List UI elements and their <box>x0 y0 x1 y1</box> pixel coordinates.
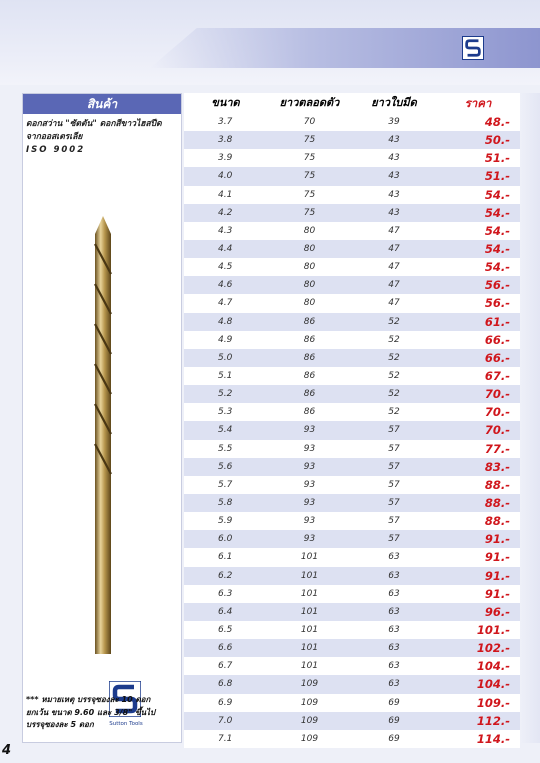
cell-price: 109.- <box>476 695 510 710</box>
product-description <box>26 118 180 157</box>
table-row <box>184 258 520 276</box>
cell-price: 102.- <box>476 641 510 656</box>
sutton-logo-icon <box>462 36 484 60</box>
cell-size: 4.4 <box>218 243 233 254</box>
cell-price: 54.- <box>484 223 510 238</box>
cell-flute-length: 52 <box>388 316 400 327</box>
header-flute-length: ยาวใบมีด <box>371 96 417 109</box>
price-table <box>184 93 520 748</box>
cell-flute-length: 57 <box>388 497 400 508</box>
cell-overall-length: 109 <box>300 715 319 726</box>
cell-flute-length: 57 <box>388 425 400 436</box>
cell-price: 67.- <box>484 368 510 383</box>
cell-flute-length: 52 <box>388 407 400 418</box>
cell-size: 7.1 <box>218 733 233 744</box>
cell-flute-length: 43 <box>388 207 400 218</box>
cell-flute-length: 63 <box>388 661 400 672</box>
cell-size: 4.7 <box>218 298 233 309</box>
cell-price: 114.- <box>476 731 510 746</box>
cell-price: 88.- <box>484 477 510 492</box>
cell-price: 88.- <box>484 514 510 529</box>
cell-price: 70.- <box>484 423 510 438</box>
cell-flute-length: 43 <box>388 153 400 164</box>
cell-flute-length: 52 <box>388 389 400 400</box>
table-row <box>184 458 520 476</box>
cell-size: 6.9 <box>218 697 233 708</box>
cell-flute-length: 57 <box>388 479 400 490</box>
cell-price: 77.- <box>484 441 510 456</box>
cell-overall-length: 101 <box>300 588 319 599</box>
table-row <box>184 204 520 222</box>
cell-overall-length: 75 <box>303 171 316 182</box>
cell-overall-length: 70 <box>303 117 316 127</box>
cell-price: 91.- <box>484 550 510 565</box>
cell-flute-length: 57 <box>388 443 400 454</box>
cell-overall-length: 109 <box>300 679 319 690</box>
page-number: 4 <box>2 743 12 758</box>
cell-price: 54.- <box>484 205 510 220</box>
header-overall-length: ยาวตลอดตัว <box>279 96 340 109</box>
description-line-2: จากออสเตรเลีย <box>26 132 83 142</box>
cell-price: 61.- <box>484 314 510 329</box>
table-row <box>184 548 520 566</box>
logo-caption: Sutton Tools <box>109 721 143 727</box>
cell-size: 4.2 <box>218 207 233 218</box>
cell-flute-length: 63 <box>388 606 400 617</box>
table-row <box>184 313 520 331</box>
cell-overall-length: 80 <box>303 225 316 236</box>
cell-size: 6.6 <box>218 643 233 654</box>
cell-size: 5.3 <box>218 407 233 418</box>
table-row <box>184 621 520 639</box>
product-header: สินค้า <box>23 94 181 114</box>
cell-flute-length: 43 <box>388 135 400 146</box>
cell-overall-length: 86 <box>303 389 316 400</box>
product-panel <box>22 93 182 743</box>
cell-flute-length: 47 <box>388 298 400 309</box>
cell-size: 4.9 <box>218 334 233 345</box>
cell-size: 5.7 <box>218 479 233 490</box>
cell-overall-length: 93 <box>303 443 316 454</box>
cell-size: 6.3 <box>218 588 233 599</box>
cell-flute-length: 63 <box>388 624 400 635</box>
cell-overall-length: 101 <box>300 643 319 654</box>
cell-size: 5.2 <box>218 389 233 400</box>
cell-size: 6.8 <box>218 679 233 690</box>
table-row <box>184 240 520 258</box>
cell-price: 91.- <box>484 586 510 601</box>
table-row <box>184 403 520 421</box>
cell-size: 3.8 <box>218 135 233 146</box>
cell-price: 48.- <box>484 115 510 129</box>
cell-overall-length: 86 <box>303 370 316 381</box>
cell-flute-length: 52 <box>388 352 400 363</box>
cell-price: 54.- <box>484 241 510 256</box>
table-row <box>184 567 520 585</box>
cell-flute-length: 63 <box>388 588 400 599</box>
cell-flute-length: 69 <box>388 733 400 744</box>
cell-overall-length: 93 <box>303 534 316 545</box>
table-row <box>184 149 520 167</box>
cell-size: 6.5 <box>218 624 233 635</box>
cell-size: 6.2 <box>218 570 233 581</box>
cell-overall-length: 101 <box>300 606 319 617</box>
cell-size: 5.6 <box>218 461 233 472</box>
cell-price: 70.- <box>484 405 510 420</box>
header-size: ขนาด <box>211 96 240 109</box>
cell-size: 4.0 <box>218 171 233 182</box>
cell-price: 83.- <box>484 459 510 474</box>
note-line-2: ยกเว้น ขนาด 9.60 และ 3/8" ขึ้นไป <box>26 707 156 717</box>
packaging-note <box>26 694 186 732</box>
table-row <box>184 276 520 294</box>
cell-price: 54.- <box>484 260 510 275</box>
table-row <box>184 639 520 657</box>
cell-flute-length: 63 <box>388 570 400 581</box>
cell-size: 5.0 <box>218 352 233 363</box>
cell-overall-length: 101 <box>300 552 319 563</box>
table-row <box>184 167 520 185</box>
cell-price: 70.- <box>484 387 510 402</box>
cell-size: 7.0 <box>218 715 233 726</box>
cell-price: 104.- <box>476 677 510 692</box>
cell-flute-length: 39 <box>388 117 400 127</box>
cell-flute-length: 63 <box>388 552 400 563</box>
cell-overall-length: 86 <box>303 407 316 418</box>
cell-overall-length: 86 <box>303 334 316 345</box>
table-row <box>184 385 520 403</box>
cell-overall-length: 93 <box>303 516 316 527</box>
cell-size: 5.4 <box>218 425 233 436</box>
table-row <box>184 331 520 349</box>
cell-overall-length: 101 <box>300 570 319 581</box>
cell-price: 66.- <box>484 350 510 365</box>
cell-price: 51.- <box>484 151 510 166</box>
table-row <box>184 113 520 131</box>
cell-flute-length: 63 <box>388 679 400 690</box>
cell-flute-length: 47 <box>388 243 400 254</box>
cell-flute-length: 57 <box>388 516 400 527</box>
table-row <box>184 712 520 730</box>
cell-price: 88.- <box>484 495 510 510</box>
cell-price: 54.- <box>484 187 510 202</box>
cell-flute-length: 47 <box>388 262 400 273</box>
twist-drill-bit-icon <box>81 214 125 654</box>
cell-flute-length: 43 <box>388 171 400 182</box>
cell-price: 56.- <box>484 278 510 293</box>
cell-size: 6.1 <box>218 552 233 563</box>
cell-flute-length: 63 <box>388 643 400 654</box>
cell-size: 6.7 <box>218 661 233 672</box>
table-row <box>184 675 520 693</box>
cell-overall-length: 109 <box>300 733 319 744</box>
table-row <box>184 294 520 312</box>
note-line-3: บรรจุซองละ 5 ดอก <box>26 720 94 729</box>
cell-price: 96.- <box>484 604 510 619</box>
cell-size: 4.3 <box>218 225 233 236</box>
cell-flute-length: 52 <box>388 370 400 381</box>
table-row <box>184 512 520 530</box>
cell-overall-length: 80 <box>303 262 316 273</box>
cell-flute-length: 69 <box>388 715 400 726</box>
cell-overall-length: 75 <box>303 189 316 200</box>
cell-overall-length: 93 <box>303 497 316 508</box>
cell-overall-length: 93 <box>303 461 316 472</box>
cell-size: 3.7 <box>218 117 233 127</box>
cell-size: 3.9 <box>218 153 233 164</box>
cell-price: 66.- <box>484 332 510 347</box>
table-row <box>184 186 520 204</box>
table-row <box>184 421 520 439</box>
header-price: ราคา <box>464 96 492 110</box>
table-row <box>184 367 520 385</box>
cell-overall-length: 86 <box>303 316 316 327</box>
table-row <box>184 603 520 621</box>
cell-flute-length: 57 <box>388 534 400 545</box>
cell-overall-length: 86 <box>303 352 316 363</box>
cell-price: 112.- <box>476 713 510 728</box>
right-margin <box>520 93 540 743</box>
cell-flute-length: 47 <box>388 280 400 291</box>
cell-price: 91.- <box>484 532 510 547</box>
cell-flute-length: 69 <box>388 697 400 708</box>
table-row <box>184 494 520 512</box>
table-row <box>184 476 520 494</box>
cell-overall-length: 109 <box>300 697 319 708</box>
cell-price: 51.- <box>484 169 510 184</box>
table-header <box>184 93 520 113</box>
cell-overall-length: 80 <box>303 243 316 254</box>
table-row <box>184 440 520 458</box>
description-line-1: ดอกสว่าน "ซัตตัน" ดอกสีขาวไฮสปีด <box>26 119 162 129</box>
cell-price: 56.- <box>484 296 510 311</box>
cell-size: 6.4 <box>218 606 233 617</box>
cell-overall-length: 75 <box>303 153 316 164</box>
table-row <box>184 530 520 548</box>
cell-flute-length: 43 <box>388 189 400 200</box>
cell-overall-length: 75 <box>303 135 316 146</box>
cell-size: 4.6 <box>218 280 233 291</box>
cell-size: 4.8 <box>218 316 233 327</box>
cell-price: 101.- <box>476 622 510 637</box>
cell-overall-length: 101 <box>300 661 319 672</box>
cell-overall-length: 101 <box>300 624 319 635</box>
table-row <box>184 657 520 675</box>
cell-overall-length: 75 <box>303 207 316 218</box>
table-row <box>184 585 520 603</box>
certification-label: ISO 9002 <box>26 145 86 155</box>
table-body <box>184 113 520 748</box>
cell-size: 4.5 <box>218 262 233 273</box>
table-row <box>184 349 520 367</box>
table-row <box>184 222 520 240</box>
cell-price: 50.- <box>484 133 510 148</box>
note-line-1: *** หมายเหตุ บรรจุซองละ 10 ดอก <box>26 695 151 704</box>
cell-size: 5.9 <box>218 516 233 527</box>
cell-price: 104.- <box>476 659 510 674</box>
cell-size: 5.1 <box>218 370 233 381</box>
cell-overall-length: 93 <box>303 425 316 436</box>
cell-flute-length: 52 <box>388 334 400 345</box>
cell-flute-length: 57 <box>388 461 400 472</box>
cell-size: 5.5 <box>218 443 233 454</box>
cell-size: 4.1 <box>218 189 233 200</box>
cell-overall-length: 93 <box>303 479 316 490</box>
cell-size: 6.0 <box>218 534 233 545</box>
cell-overall-length: 80 <box>303 298 316 309</box>
table-row <box>184 131 520 149</box>
table-row <box>184 730 520 748</box>
cell-price: 91.- <box>484 568 510 583</box>
cell-overall-length: 80 <box>303 280 316 291</box>
cell-size: 5.8 <box>218 497 233 508</box>
table-row <box>184 694 520 712</box>
cell-flute-length: 47 <box>388 225 400 236</box>
